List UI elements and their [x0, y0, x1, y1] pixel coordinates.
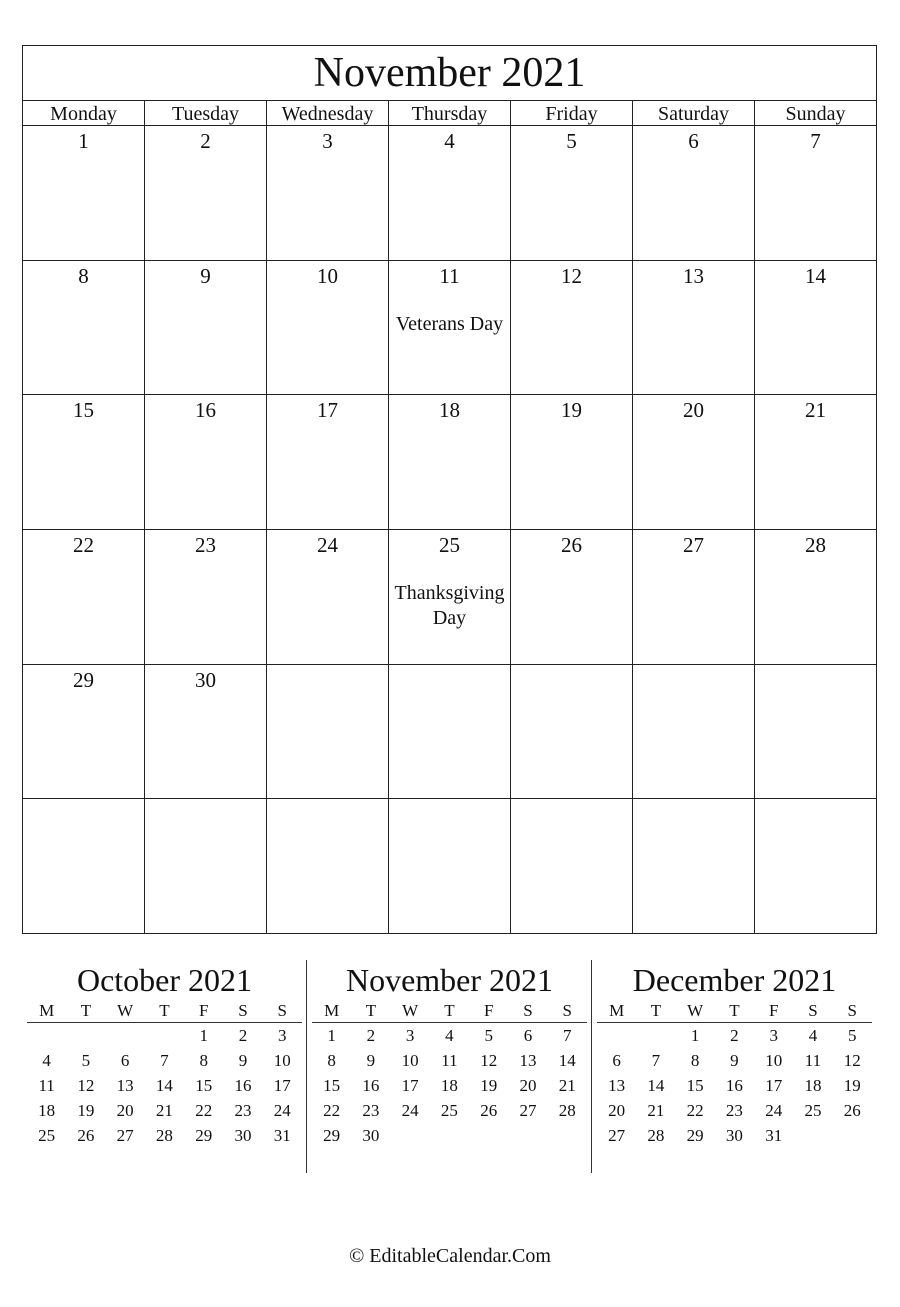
- mini-day: [391, 1123, 430, 1148]
- mini-weekday-initial: M: [39, 1001, 55, 1020]
- mini-day: 17: [401, 1076, 419, 1095]
- mini-day: 3: [277, 1026, 287, 1045]
- mini-week-row: [27, 1098, 302, 1123]
- day-cell: [145, 395, 267, 530]
- day-number: 24: [317, 532, 338, 557]
- mini-day: 28: [155, 1126, 173, 1145]
- mini-day: 7: [160, 1051, 169, 1070]
- mini-day: 4: [445, 1026, 454, 1045]
- day-number: 25: [439, 532, 460, 557]
- day-cell: [511, 395, 633, 530]
- calendar-grid: [23, 126, 876, 934]
- mini-day: 20: [116, 1101, 134, 1120]
- mini-day: 25: [38, 1126, 56, 1145]
- mini-week-row: [597, 1123, 872, 1148]
- mini-day: 5: [484, 1026, 493, 1045]
- mini-weekday-header: [312, 1000, 587, 1023]
- day-cell: [23, 126, 145, 261]
- mini-weekday-initial: T: [444, 1001, 455, 1020]
- day-number: 17: [317, 398, 338, 423]
- mini-day: 16: [362, 1076, 380, 1095]
- day-cell: [633, 261, 755, 396]
- day-cell: [633, 665, 755, 800]
- mini-week-row: [27, 1123, 302, 1148]
- mini-week-row: [27, 1023, 302, 1048]
- mini-day: 27: [116, 1126, 134, 1145]
- day-number: 18: [439, 398, 460, 423]
- day-number: 8: [78, 263, 89, 288]
- mini-day: 2: [366, 1026, 376, 1045]
- mini-day: [106, 1023, 145, 1048]
- mini-day: 18: [804, 1076, 822, 1095]
- mini-weekday-initial: T: [80, 1001, 92, 1020]
- weekday-header: Monday: [23, 101, 145, 125]
- mini-day: 17: [273, 1076, 291, 1095]
- day-cell: [511, 530, 633, 665]
- mini-weekday-initial: S: [523, 1001, 533, 1020]
- mini-day: 1: [199, 1026, 208, 1045]
- mini-day: 18: [440, 1076, 458, 1095]
- mini-day: 2: [730, 1026, 739, 1045]
- mini-calendar-divider: [306, 960, 307, 1173]
- mini-calendar: [597, 962, 872, 1148]
- day-cell: [511, 261, 633, 396]
- mini-day: [833, 1123, 872, 1148]
- mini-day: [548, 1123, 587, 1148]
- mini-calendar-title: November 2021: [345, 962, 554, 998]
- mini-day: 30: [362, 1126, 380, 1145]
- mini-day: 14: [155, 1076, 173, 1095]
- week-row: [23, 261, 876, 396]
- mini-day: 15: [323, 1076, 341, 1095]
- mini-day: 31: [765, 1126, 783, 1145]
- copyright-footer: © EditableCalendar.Com: [349, 1245, 551, 1267]
- mini-weekday-initial: T: [650, 1001, 662, 1020]
- day-cell: [145, 665, 267, 800]
- mini-day: 30: [234, 1126, 252, 1145]
- mini-day: 17: [765, 1076, 783, 1095]
- mini-calendar: [27, 962, 302, 1148]
- mini-weekday-header: [597, 1000, 872, 1023]
- mini-weekday-initial: S: [238, 1001, 248, 1020]
- mini-day: [66, 1023, 105, 1048]
- mini-day: 19: [480, 1076, 498, 1095]
- day-cell: [145, 530, 267, 665]
- mini-day: 8: [327, 1051, 336, 1070]
- mini-weekday-initial: M: [324, 1001, 340, 1020]
- day-number: 19: [561, 398, 582, 423]
- day-number: 10: [317, 263, 338, 288]
- mini-weekday-initial: M: [609, 1001, 625, 1020]
- mini-day: 10: [765, 1051, 783, 1070]
- day-cell: [267, 126, 389, 261]
- mini-day: 1: [690, 1026, 700, 1045]
- mini-day: 13: [116, 1076, 134, 1095]
- mini-day: 13: [519, 1051, 537, 1070]
- mini-day: 23: [234, 1101, 252, 1120]
- day-cell: [23, 665, 145, 800]
- day-cell: [267, 530, 389, 665]
- mini-day: 28: [558, 1101, 576, 1120]
- day-cell: [389, 261, 511, 396]
- weekday-header: Tuesday: [145, 101, 267, 125]
- mini-weekday-initial: W: [687, 1001, 704, 1020]
- mini-calendar: [312, 962, 587, 1148]
- day-cell: [389, 395, 511, 530]
- mini-day: 30: [725, 1126, 743, 1145]
- mini-day: 24: [401, 1101, 419, 1120]
- day-number: 27: [683, 532, 704, 557]
- mini-day: 11: [804, 1051, 822, 1070]
- mini-weekday-initial: T: [729, 1001, 740, 1020]
- day-cell: [755, 395, 876, 530]
- day-number: 5: [566, 129, 577, 153]
- mini-day: 6: [120, 1051, 130, 1070]
- weekday-header: Sunday: [785, 103, 846, 125]
- day-number: 21: [805, 398, 826, 423]
- day-number: 12: [561, 263, 582, 288]
- day-cell: [755, 665, 876, 800]
- mini-weekday-initial: W: [402, 1001, 419, 1020]
- mini-day: 26: [480, 1101, 498, 1120]
- day-cell: [633, 530, 755, 665]
- mini-day: 18: [38, 1101, 56, 1120]
- day-cell: [755, 799, 876, 934]
- day-number: 1: [78, 129, 89, 153]
- mini-day: 7: [562, 1026, 572, 1045]
- day-cell: [23, 261, 145, 396]
- mini-weekday-initial: W: [117, 1001, 134, 1020]
- mini-calendar-divider: [591, 960, 592, 1173]
- day-cell: [145, 799, 267, 934]
- day-cell: [23, 395, 145, 530]
- day-cell: [267, 261, 389, 396]
- mini-day: 4: [42, 1051, 51, 1070]
- mini-day: 7: [651, 1051, 661, 1070]
- mini-weekday-initial: F: [198, 1001, 209, 1020]
- mini-day: 4: [808, 1026, 818, 1045]
- mini-day: 24: [273, 1101, 291, 1120]
- day-cell: [267, 799, 389, 934]
- mini-week-row: [312, 1098, 587, 1123]
- weekday-header: Friday: [511, 101, 633, 125]
- day-number: 11: [439, 263, 460, 288]
- mini-week-row: [312, 1048, 587, 1073]
- mini-day: [145, 1023, 184, 1048]
- mini-day: 12: [77, 1076, 95, 1095]
- mini-day: 8: [199, 1051, 208, 1070]
- week-row: [23, 799, 876, 934]
- mini-day: 22: [686, 1101, 704, 1120]
- month-calendar: [22, 45, 877, 934]
- day-number: 2: [200, 129, 211, 153]
- mini-day: 5: [847, 1026, 857, 1045]
- mini-day: 23: [725, 1101, 743, 1120]
- mini-day: 25: [804, 1101, 822, 1120]
- holiday-note: Veterans Day: [395, 312, 504, 335]
- mini-day: 25: [440, 1101, 458, 1120]
- mini-day: 8: [690, 1051, 700, 1070]
- mini-day: 23: [362, 1101, 380, 1120]
- mini-day: 31: [273, 1126, 291, 1145]
- mini-day: 20: [519, 1076, 537, 1095]
- mini-day: 12: [843, 1051, 861, 1070]
- day-number: 14: [805, 263, 826, 288]
- mini-day: 5: [81, 1051, 91, 1070]
- mini-day: 21: [647, 1101, 665, 1120]
- mini-day: [793, 1123, 832, 1148]
- day-number: 28: [805, 532, 826, 557]
- mini-week-row: [27, 1048, 302, 1073]
- mini-calendar-title: December 2021: [632, 962, 837, 998]
- mini-day: [430, 1123, 469, 1148]
- mini-day: 22: [323, 1101, 341, 1120]
- mini-day: 29: [686, 1126, 704, 1145]
- mini-day: 20: [608, 1101, 626, 1120]
- mini-week-row: [597, 1023, 872, 1048]
- mini-day: 15: [686, 1076, 704, 1095]
- mini-day: 13: [608, 1076, 626, 1095]
- day-cell: [23, 530, 145, 665]
- week-row: [23, 126, 876, 261]
- day-cell: [23, 799, 145, 934]
- mini-weekday-initial: S: [277, 1001, 287, 1020]
- holiday-note: Thanksgiving Day: [394, 581, 505, 629]
- day-cell: [389, 530, 511, 665]
- day-number: 29: [73, 667, 94, 692]
- day-number: 16: [195, 398, 216, 423]
- day-number: 20: [683, 398, 704, 423]
- mini-day: 11: [441, 1051, 458, 1070]
- mini-week-row: [597, 1048, 872, 1073]
- mini-day: 22: [195, 1101, 213, 1120]
- day-number: 9: [200, 263, 211, 288]
- mini-day: 2: [238, 1026, 248, 1045]
- day-cell: [267, 395, 389, 530]
- mini-weekday-initial: F: [768, 1001, 779, 1020]
- day-cell: [389, 126, 511, 261]
- day-cell: [511, 665, 633, 800]
- mini-week-row: [312, 1023, 587, 1048]
- day-cell: [755, 530, 876, 665]
- weekday-header: Wednesday: [267, 101, 389, 125]
- mini-day: 3: [769, 1026, 778, 1045]
- day-cell: [755, 126, 876, 261]
- mini-weekday-initial: T: [159, 1001, 170, 1020]
- mini-day: 27: [608, 1126, 626, 1145]
- mini-day: 29: [323, 1126, 341, 1145]
- week-row: [23, 395, 876, 530]
- day-cell: [633, 126, 755, 261]
- mini-day: [469, 1123, 508, 1148]
- month-title: November 2021: [23, 46, 876, 101]
- mini-day: 27: [519, 1101, 537, 1120]
- day-cell: [511, 799, 633, 934]
- mini-day: 24: [765, 1101, 783, 1120]
- mini-day: 9: [366, 1051, 376, 1070]
- mini-day: 19: [77, 1101, 95, 1120]
- day-number: 15: [73, 398, 94, 423]
- day-cell: [389, 665, 511, 800]
- mini-day: 21: [155, 1101, 173, 1120]
- mini-week-row: [27, 1073, 302, 1098]
- mini-day: 11: [38, 1076, 55, 1095]
- day-number: 13: [683, 263, 704, 288]
- day-number: 22: [73, 532, 94, 557]
- mini-day: 29: [195, 1126, 213, 1145]
- mini-day: [508, 1123, 547, 1148]
- day-number: 6: [688, 129, 699, 153]
- weekday-header: Thursday: [389, 101, 511, 125]
- mini-week-row: [597, 1073, 872, 1098]
- mini-day: 12: [480, 1051, 498, 1070]
- week-row: [23, 665, 876, 800]
- mini-day: 16: [234, 1076, 252, 1095]
- day-number: 4: [444, 129, 455, 153]
- mini-week-row: [312, 1073, 587, 1098]
- mini-day: 9: [238, 1051, 248, 1070]
- mini-day: 10: [401, 1051, 419, 1070]
- mini-day: 21: [558, 1076, 576, 1095]
- day-cell: [267, 665, 389, 800]
- mini-day: 26: [843, 1101, 861, 1120]
- mini-day: 14: [647, 1076, 665, 1095]
- mini-day: 1: [327, 1026, 336, 1045]
- mini-day: 6: [523, 1026, 533, 1045]
- day-number: 26: [561, 532, 582, 557]
- mini-weekday-initial: S: [562, 1001, 572, 1020]
- mini-weekday-header: [27, 1000, 302, 1023]
- mini-week-row: [312, 1123, 587, 1148]
- day-cell: [633, 395, 755, 530]
- mini-weekday-initial: F: [483, 1001, 494, 1020]
- mini-weekday-initial: S: [808, 1001, 818, 1020]
- day-number: 7: [810, 129, 821, 153]
- week-row: [23, 530, 876, 665]
- mini-calendar-title: October 2021: [76, 962, 253, 998]
- mini-week-row: [597, 1098, 872, 1123]
- day-cell: [633, 799, 755, 934]
- mini-day: 16: [725, 1076, 743, 1095]
- mini-day: 14: [558, 1051, 576, 1070]
- mini-day: 3: [405, 1026, 415, 1045]
- mini-day: [636, 1023, 675, 1048]
- mini-weekday-initial: S: [847, 1001, 857, 1020]
- mini-weekday-initial: T: [365, 1001, 377, 1020]
- mini-day: [597, 1023, 636, 1048]
- day-number: 3: [322, 129, 333, 153]
- mini-day: 9: [730, 1051, 739, 1070]
- day-number: 30: [195, 667, 216, 692]
- weekday-header: Saturday: [633, 101, 755, 125]
- weekday-header-row: [23, 101, 876, 126]
- day-cell: [755, 261, 876, 396]
- mini-day: 6: [612, 1051, 621, 1070]
- mini-day: 26: [77, 1126, 95, 1145]
- day-cell: [145, 126, 267, 261]
- mini-day: 19: [843, 1076, 861, 1095]
- day-cell: [511, 126, 633, 261]
- day-number: 23: [195, 532, 216, 557]
- day-cell: [389, 799, 511, 934]
- mini-day: 15: [195, 1076, 213, 1095]
- mini-day: [27, 1023, 66, 1048]
- mini-day: 28: [647, 1126, 665, 1145]
- day-cell: [145, 261, 267, 396]
- mini-day: 10: [273, 1051, 291, 1070]
